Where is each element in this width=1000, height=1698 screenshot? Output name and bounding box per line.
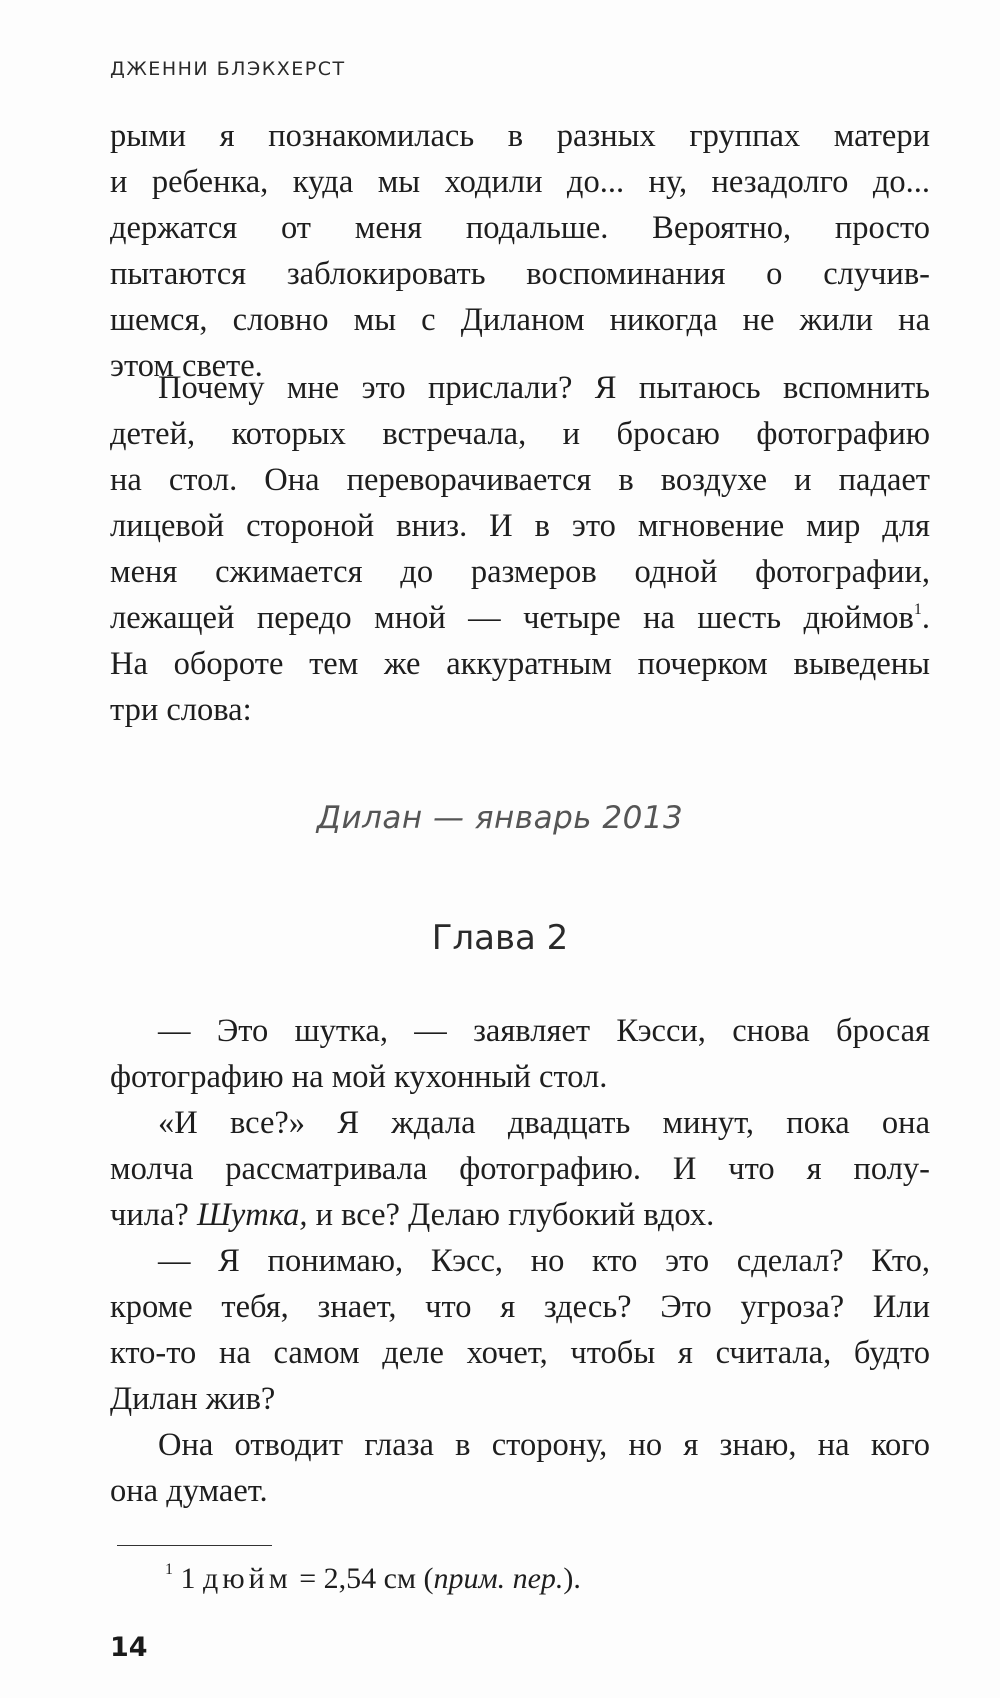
footnote-number: 1: [180, 1562, 196, 1595]
footnote-divider: [117, 1545, 272, 1546]
text-line: детей, которых встречала, и бросаю фотографию: [110, 416, 930, 452]
text-line: Дилан жив?: [110, 1381, 276, 1417]
text-line: рыми я познакомилась в разных группах матери: [110, 118, 930, 154]
footnote-end: ).: [563, 1562, 581, 1595]
text-line: этом свете.: [110, 348, 263, 384]
text-line: кроме тебя, знает, что я здесь? Это угроза? Или: [110, 1289, 930, 1325]
text-fragment: .: [921, 600, 930, 636]
text-fragment: лежащей передо мной — четыре на шесть дюймов: [110, 600, 914, 636]
text-line: «И все?» Я ждала двадцать минут, пока она: [158, 1105, 930, 1141]
handwritten-note: Дилан — январь 2013: [316, 800, 684, 836]
text-line: держатся от меня подальше. Вероятно, просто: [110, 210, 930, 246]
paragraph-question: [110, 1238, 930, 1422]
running-head: ДЖЕННИ БЛЭКХЕРСТ: [110, 58, 346, 80]
paragraph-continuation: [110, 113, 930, 389]
text-line: Она отводит глаза в сторону, но я знаю, на кого: [158, 1427, 930, 1463]
footnote-term: дюйм: [203, 1562, 292, 1595]
text-line: и ребенка, куда мы ходили до... ну, незадолго до...: [110, 164, 930, 200]
footnote-reference[interactable]: 1: [913, 601, 922, 618]
footnote-translator-note: прим. пер.: [433, 1562, 564, 1595]
text-fragment: и все? Делаю глубокий вдох.: [307, 1197, 715, 1233]
text-line: лицевой стороной вниз. И в это мгновение мир для: [110, 508, 930, 544]
text-line: На обороте тем же аккуратным почерком выведены: [110, 646, 930, 682]
text-line: меня сжимается до размеров одной фотографии,: [110, 554, 930, 590]
text-line: Почему мне это прислали? Я пытаюсь вспомнить: [158, 370, 930, 406]
text-fragment: чила?: [110, 1197, 197, 1233]
text-line: фотографию на мой кухонный стол.: [110, 1059, 608, 1095]
text-line: она думает.: [110, 1473, 268, 1509]
text-line: на стол. Она переворачивается в воздухе и падает: [110, 462, 930, 498]
paragraph-photo: [110, 365, 930, 733]
text-line: [110, 1192, 930, 1238]
page-number: 14: [110, 1632, 148, 1663]
text-line: [110, 595, 930, 641]
paragraph-joke: [110, 1008, 930, 1100]
footnote: [165, 1562, 581, 1596]
text-line: три слова:: [110, 692, 252, 728]
footnote-marker: 1: [165, 1561, 173, 1578]
text-line: — Я понимаю, Кэсс, но кто это сделал? Кто,: [158, 1243, 930, 1279]
footnote-value: = 2,54 см (: [291, 1562, 434, 1595]
text-line: — Это шутка, — заявляет Кэсси, снова бросая: [158, 1013, 930, 1049]
italic-text: Шутка,: [196, 1197, 308, 1233]
text-line: шемся, словно мы с Диланом никогда не жили на: [110, 302, 930, 338]
paragraph-looks-away: [110, 1422, 930, 1514]
paragraph-waited: [110, 1100, 930, 1238]
text-line: кто-то на самом деле хочет, чтобы я считала, будто: [110, 1335, 930, 1371]
chapter-title: Глава 2: [431, 918, 569, 958]
text-line: пытаются заблокировать воспоминания о случив-: [110, 256, 930, 292]
text-line: молча рассматривала фотографию. И что я полу-: [110, 1151, 930, 1187]
